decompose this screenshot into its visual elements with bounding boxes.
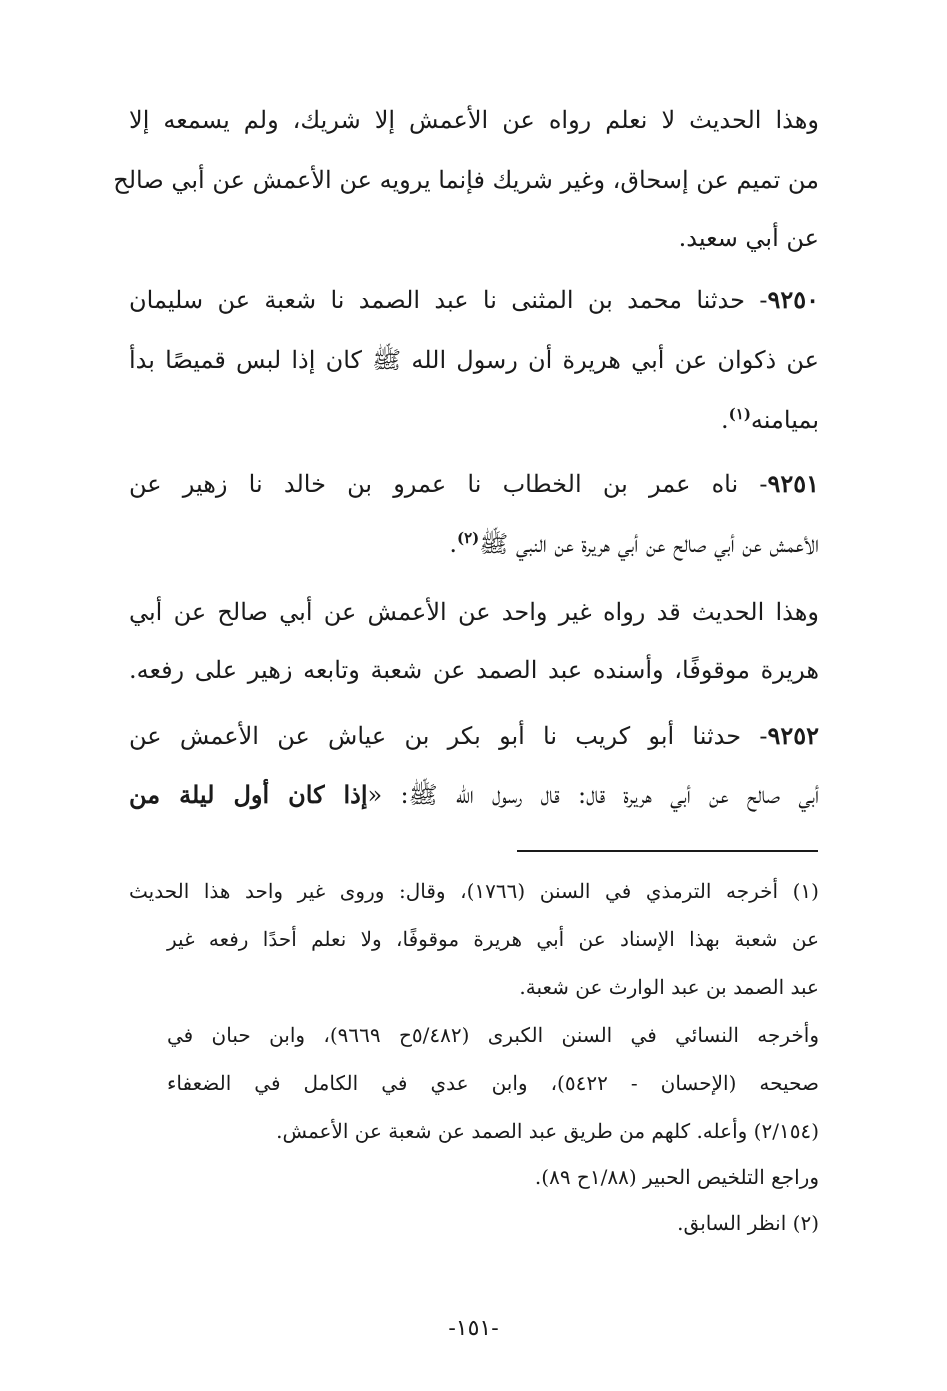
hadith-9250-line3: بميامنه$^{(١)}$.: [721, 405, 819, 434]
hadith-9250-line1: ٩٢٥٠- حدثنا محمد بن المثنى نا عبد الصمد نا شعبة عن سليمان: [129, 285, 819, 314]
footnote-line: (٢) انظر السابق.: [677, 1211, 819, 1235]
footnote-line: عبد الصمد بن عبد الوارث عن شعبة.: [519, 975, 819, 999]
footnote-line: وأخرجه النسائي في السنن الكبرى (٥/٤٨٢ح ٩٦٦٩)، وابن حبان في: [167, 1023, 819, 1047]
footnote-line: (٢/١٥٤) وأعله. كلهم من طريق عبد الصمد عن شعبة عن الأعمش.: [276, 1119, 819, 1143]
body-line: من تميم عن إسحاق، وغير شريك فإنما يرويه عن الأعمش عن أبي صالح: [113, 166, 819, 194]
hadith-number: ٩٢٥١: [767, 469, 819, 498]
hadith-9250-line2: عن ذكوان عن أبي هريرة أن رسول الله ﷺ كان إذا لبس قميصًا بدأ: [129, 346, 819, 374]
hadith-number: ٩٢٥٢: [767, 721, 819, 750]
hadith-9251-line1: ٩٢٥١- ناه عمر بن الخطاب نا عمرو بن خالد نا زهير عن: [129, 469, 819, 498]
body-line: وهذا الحديث لا نعلم رواه عن الأعمش إلا شريك، ولم يسمعه إلا: [129, 106, 819, 134]
hadith-9251-line2: الأعمش عن أبي صالح عن أبي هريرة عن النبي ﷺ$^{(٢)}$.: [449, 529, 819, 558]
footnote-marker: (٢): [456, 529, 480, 547]
body-line: وهذا الحديث قد رواه غير واحد عن الأعمش عن أبي صالح عن أبي: [129, 598, 819, 626]
footnote-separator: [517, 850, 818, 852]
hadith-9252-line1: ٩٢٥٢- حدثنا أبو كريب نا أبو بكر بن عياش عن الأعمش عن: [129, 721, 819, 750]
footnote-line: صحيحه (الإحسان - ٥٤٢٢)، وابن عدي في الكامل في الضعفاء: [167, 1071, 819, 1095]
footnote-line: وراجع التلخيص الحبير (١/٨٨ح ٨٩).: [534, 1165, 819, 1189]
page-number: -١٥١-: [448, 1316, 499, 1341]
footnote-line: عن شعبة بهذا الإسناد عن أبي هريرة موقوفًا، ولا نعلم أحدًا رفعه غير: [167, 927, 819, 951]
hadith-number: ٩٢٥٠: [767, 285, 819, 314]
hadith-9252-line2: أبي صالح عن أبي هريرة قال: قال رسول الله ﷺ: «إذا كان أول ليلة من: [129, 780, 819, 809]
bold-quote: إذا كان أول ليلة من: [129, 780, 368, 809]
body-line: هريرة موقوفًا، وأسنده عبد الصمد عن شعبة وتابعه زهير على رفعه.: [129, 656, 819, 684]
footnote-marker: (١): [728, 405, 751, 423]
body-line: عن أبي سعيد.: [678, 224, 819, 252]
footnote-line: (١) أخرجه الترمذي في السنن (١٧٦٦)، وقال: وروى غير واحد هذا الحديث: [129, 879, 819, 903]
